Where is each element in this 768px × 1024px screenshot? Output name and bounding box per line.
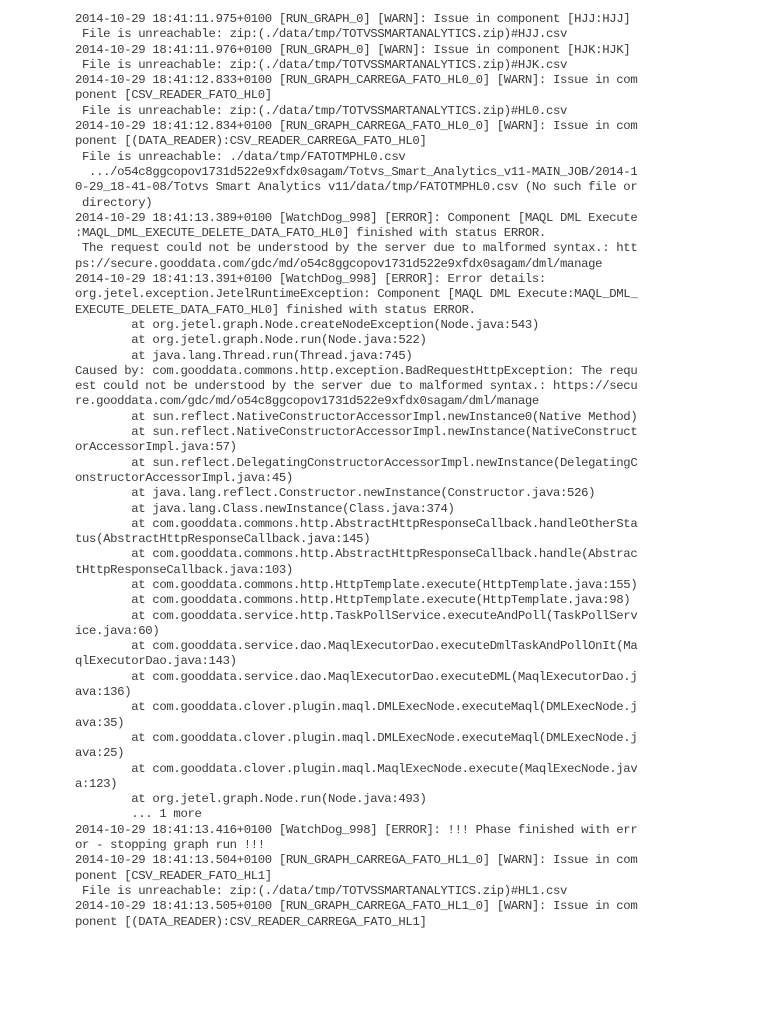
log-line: at java.lang.reflect.Constructor.newInstance(Constructor.java:526) <box>75 486 596 501</box>
log-line: The request could not be understood by the server due to malformed syntax.: htt <box>75 241 638 256</box>
log-line: tHttpResponseCallback.java:103) <box>75 562 293 577</box>
log-line: at sun.reflect.NativeConstructorAccessorImpl.newInstance0(Native Method) <box>75 409 638 424</box>
log-line: at com.gooddata.commons.http.HttpTemplate.execute(HttpTemplate.java:98) <box>75 593 631 608</box>
log-line: 2014-10-29 18:41:12.834+0100 [RUN_GRAPH_CARREGA_FATO_HL0_0] [WARN]: Issue in com <box>75 119 638 134</box>
log-line: ... 1 more <box>75 807 202 822</box>
log-line: at java.lang.Class.newInstance(Class.java:374) <box>75 501 455 516</box>
log-line: at org.jetel.graph.Node.createNodeException(Node.java:543) <box>75 317 539 332</box>
log-line: 2014-10-29 18:41:11.976+0100 [RUN_GRAPH_0] [WARN]: Issue in component [HJK:HJK] <box>75 42 631 57</box>
log-line: re.gooddata.com/gdc/md/o54c8ggcopov1731d522e9xfdx0sagam/dml/manage <box>75 394 539 409</box>
log-line: 0-29_18-41-08/Totvs Smart Analytics v11/data/tmp/FATOTMPHL0.csv (No such file or <box>75 180 638 195</box>
log-line: at com.gooddata.service.dao.MaqlExecutorDao.executeDmlTaskAndPollOnIt(Ma <box>75 639 638 654</box>
log-line: ice.java:60) <box>75 623 160 638</box>
log-line: a:123) <box>75 776 118 791</box>
log-output <box>75 12 695 930</box>
log-line: at com.gooddata.service.dao.MaqlExecutorDao.executeDML(MaqlExecutorDao.j <box>75 669 638 684</box>
log-line: Caused by: com.gooddata.commons.http.exception.BadRequestHttpException: The requ <box>75 363 638 378</box>
log-line: File is unreachable: zip:(./data/tmp/TOTVSSMARTANALYTICS.zip)#HJJ.csv <box>75 27 568 42</box>
log-line: at sun.reflect.NativeConstructorAccessorImpl.newInstance(NativeConstruct <box>75 425 638 440</box>
log-line: File is unreachable: zip:(./data/tmp/TOTVSSMARTANALYTICS.zip)#HL0.csv <box>75 103 568 118</box>
log-line: qlExecutorDao.java:143) <box>75 654 237 669</box>
log-line: at org.jetel.graph.Node.run(Node.java:522) <box>75 333 427 348</box>
log-line: at com.gooddata.commons.http.AbstractHttpResponseCallback.handle(Abstrac <box>75 547 638 562</box>
log-line: 2014-10-29 18:41:13.416+0100 [WatchDog_998] [ERROR]: !!! Phase finished with err <box>75 822 638 837</box>
log-line: org.jetel.exception.JetelRuntimeException: Component [MAQL DML Execute:MAQL_DML_ <box>75 287 638 302</box>
log-line: at com.gooddata.commons.http.AbstractHttpResponseCallback.handleOtherSta <box>75 516 638 531</box>
log-line: ponent [CSV_READER_FATO_HL0] <box>75 88 272 103</box>
log-line: 2014-10-29 18:41:13.505+0100 [RUN_GRAPH_CARREGA_FATO_HL1_0] [WARN]: Issue in com <box>75 899 638 914</box>
log-line: at sun.reflect.DelegatingConstructorAccessorImpl.newInstance(DelegatingC <box>75 455 638 470</box>
log-line: ps://secure.gooddata.com/gdc/md/o54c8ggcopov1731d522e9xfdx0sagam/dml/manage <box>75 256 603 271</box>
log-line: ava:136) <box>75 685 132 700</box>
log-line: File is unreachable: zip:(./data/tmp/TOTVSSMARTANALYTICS.zip)#HJK.csv <box>75 57 568 72</box>
log-line: 2014-10-29 18:41:12.833+0100 [RUN_GRAPH_CARREGA_FATO_HL0_0] [WARN]: Issue in com <box>75 73 638 88</box>
log-line: directory) <box>75 195 153 210</box>
log-line: ava:25) <box>75 746 125 761</box>
log-line: ponent [(DATA_READER):CSV_READER_CARREGA_FATO_HL1] <box>75 914 427 929</box>
log-line: at java.lang.Thread.run(Thread.java:745) <box>75 348 413 363</box>
log-line: at org.jetel.graph.Node.run(Node.java:493) <box>75 792 427 807</box>
log-line: .../o54c8ggcopov1731d522e9xfdx0sagam/Totvs_Smart_Analytics_v11-MAIN_JOB/2014-1 <box>75 164 638 179</box>
log-line: ponent [CSV_READER_FATO_HL1] <box>75 868 272 883</box>
log-line: at com.gooddata.service.http.TaskPollService.executeAndPoll(TaskPollServ <box>75 608 638 623</box>
log-line: 2014-10-29 18:41:13.389+0100 [WatchDog_998] [ERROR]: Component [MAQL DML Execute <box>75 210 638 225</box>
log-line: 2014-10-29 18:41:13.504+0100 [RUN_GRAPH_CARREGA_FATO_HL1_0] [WARN]: Issue in com <box>75 853 638 868</box>
log-line: at com.gooddata.clover.plugin.maql.DMLExecNode.executeMaql(DMLExecNode.j <box>75 730 638 745</box>
log-line: at com.gooddata.clover.plugin.maql.MaqlExecNode.execute(MaqlExecNode.jav <box>75 761 638 776</box>
log-line: est could not be understood by the server due to malformed syntax.: https://secu <box>75 379 638 394</box>
log-line: orAccessorImpl.java:57) <box>75 440 237 455</box>
log-line: or - stopping graph run !!! <box>75 838 265 853</box>
log-line: ponent [(DATA_READER):CSV_READER_CARREGA_FATO_HL0] <box>75 134 427 149</box>
log-line: at com.gooddata.commons.http.HttpTemplate.execute(HttpTemplate.java:155) <box>75 577 638 592</box>
log-line: at com.gooddata.clover.plugin.maql.DMLExecNode.executeMaql(DMLExecNode.j <box>75 700 638 715</box>
log-line: File is unreachable: zip:(./data/tmp/TOTVSSMARTANALYTICS.zip)#HL1.csv <box>75 883 568 898</box>
log-line: 2014-10-29 18:41:13.391+0100 [WatchDog_998] [ERROR]: Error details: <box>75 272 546 287</box>
log-line: 2014-10-29 18:41:11.975+0100 [RUN_GRAPH_0] [WARN]: Issue in component [HJJ:HJJ] <box>75 12 631 26</box>
log-line: EXECUTE_DELETE_DATA_FATO_HL0] finished with status ERROR. <box>75 302 476 317</box>
log-line: onstructorAccessorImpl.java:45) <box>75 470 293 485</box>
log-line: tus(AbstractHttpResponseCallback.java:145) <box>75 532 371 547</box>
log-line: :MAQL_DML_EXECUTE_DELETE_DATA_FATO_HL0] finished with status ERROR. <box>75 226 546 241</box>
log-line: File is unreachable: ./data/tmp/FATOTMPHL0.csv <box>75 149 406 164</box>
log-line: ava:35) <box>75 715 125 730</box>
